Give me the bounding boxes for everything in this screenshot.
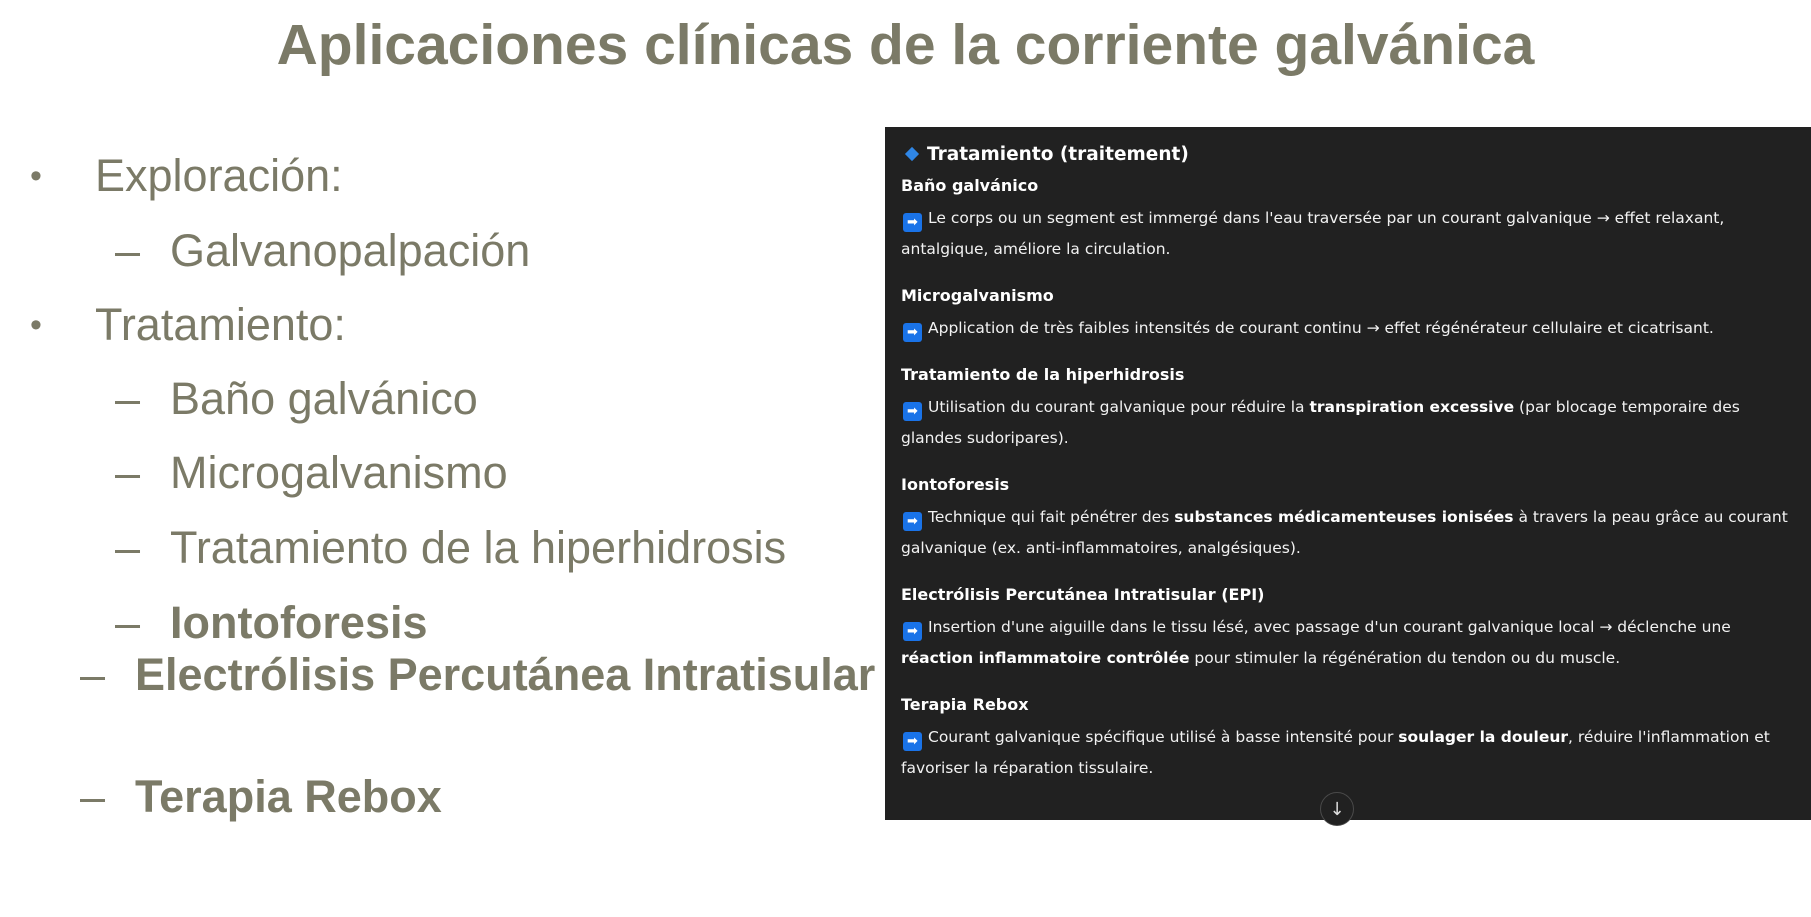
section-text: (par blocage temporaire des glandes sudoripares). xyxy=(901,398,1740,447)
scroll-down-icon: ↓ xyxy=(1329,799,1345,820)
bullet-tratamiento xyxy=(30,299,346,350)
subbullet-hiperhidrosis xyxy=(115,522,787,573)
subbullet-label: Iontoforesis xyxy=(170,597,428,648)
section-text: Utilisation du courant galvanique pour réduire la xyxy=(928,398,1310,416)
right-arrow-icon: ➡ xyxy=(903,732,922,751)
section-emphasis: soulager la douleur xyxy=(1398,728,1569,746)
section-microgalvanismo xyxy=(901,285,1795,344)
right-arrow-icon: ➡ xyxy=(903,622,922,641)
section-title: Tratamiento de la hiperhidrosis xyxy=(901,365,1185,384)
dash-marker: – xyxy=(115,597,141,648)
subbullet-galvanopalpacion xyxy=(115,225,531,276)
chat-response-panel xyxy=(885,127,1811,820)
section-text: à travers la peau grâce au courant galvanique (ex. anti-inflammatoires, analgésiques). xyxy=(901,508,1788,557)
bullet-exploracion xyxy=(30,150,343,201)
subbullet-microgalvanismo xyxy=(115,447,508,498)
dash-marker: – xyxy=(115,447,141,498)
section-title: Electrólisis Percutánea Intratisular (EPI) xyxy=(901,585,1265,604)
panel-header xyxy=(901,141,1795,167)
section-bano-galvanico xyxy=(901,175,1795,265)
section-body xyxy=(901,392,1795,454)
section-text: Insertion d'une aiguille dans le tissu lésé, avec passage d'un courant galvanique local → déclenche une xyxy=(928,618,1731,636)
bullet-label: Exploración: xyxy=(95,150,343,201)
right-arrow-icon: ➡ xyxy=(903,323,922,342)
dash-marker: – xyxy=(115,522,141,573)
section-emphasis: substances médicamenteuses ionisées xyxy=(1174,508,1514,526)
section-title: Iontoforesis xyxy=(901,475,1010,494)
dash-marker: – xyxy=(115,225,141,276)
bullet-marker: • xyxy=(30,306,42,344)
section-title: Microgalvanismo xyxy=(901,286,1054,305)
section-emphasis: réaction inflammatoire contrôlée xyxy=(901,649,1190,667)
subbullet-label: Baño galvánico xyxy=(170,373,478,424)
subbullet-label: Galvanopalpación xyxy=(170,225,531,276)
panel-header-label: Tratamiento (traitement) xyxy=(927,143,1189,165)
subbullet-electrolisis xyxy=(80,649,876,700)
section-body xyxy=(901,502,1795,564)
subbullet-bano-galvanico xyxy=(115,373,478,424)
slide-title: Aplicaciones clínicas de la corriente galvánica xyxy=(276,13,1535,77)
right-arrow-icon: ➡ xyxy=(903,213,922,232)
section-body xyxy=(901,313,1795,344)
subbullet-label: Microgalvanismo xyxy=(170,447,508,498)
section-body xyxy=(901,722,1795,784)
section-body xyxy=(901,612,1795,674)
subbullet-label: Tratamiento de la hiperhidrosis xyxy=(170,522,787,573)
section-title: Terapia Rebox xyxy=(901,695,1029,714)
subbullet-terapia-rebox xyxy=(80,771,442,822)
section-text: Technique qui fait pénétrer des xyxy=(928,508,1175,526)
bullet-label: Tratamiento: xyxy=(95,299,346,350)
section-text: Courant galvanique spécifique utilisé à basse intensité pour xyxy=(928,728,1399,746)
section-text: , réduire l'inflammation et favoriser la réparation tissulaire. xyxy=(901,728,1770,777)
dash-marker: – xyxy=(80,649,106,700)
subbullet-label: Terapia Rebox xyxy=(135,771,442,822)
section-hiperhidrosis xyxy=(901,364,1795,454)
section-epi xyxy=(901,584,1795,674)
section-text: Le corps ou un segment est immergé dans l'eau traversée par un courant galvanique → effet relaxant, antalgique, améliore la circulation. xyxy=(901,209,1725,258)
section-text: Application de très faibles intensités de courant continu → effet régénérateur cellulaire et cicatrisant. xyxy=(928,319,1714,337)
section-text: pour stimuler la régénération du tendon ou du muscle. xyxy=(1189,649,1621,667)
scroll-down-button[interactable] xyxy=(1320,792,1354,826)
section-title: Baño galvánico xyxy=(901,176,1039,195)
section-emphasis: transpiration excessive xyxy=(1309,398,1515,416)
section-terapia-rebox xyxy=(901,694,1795,784)
blue-diamond-icon xyxy=(905,147,919,161)
section-iontoforesis xyxy=(901,474,1795,564)
right-arrow-icon: ➡ xyxy=(903,512,922,531)
right-arrow-icon: ➡ xyxy=(903,402,922,421)
section-body xyxy=(901,203,1795,265)
bullet-marker: • xyxy=(30,157,42,195)
dash-marker: – xyxy=(115,373,141,424)
subbullet-label: Electrólisis Percutánea Intratisular xyxy=(135,649,876,700)
dash-marker: – xyxy=(80,771,106,822)
subbullet-iontoforesis xyxy=(115,597,428,648)
